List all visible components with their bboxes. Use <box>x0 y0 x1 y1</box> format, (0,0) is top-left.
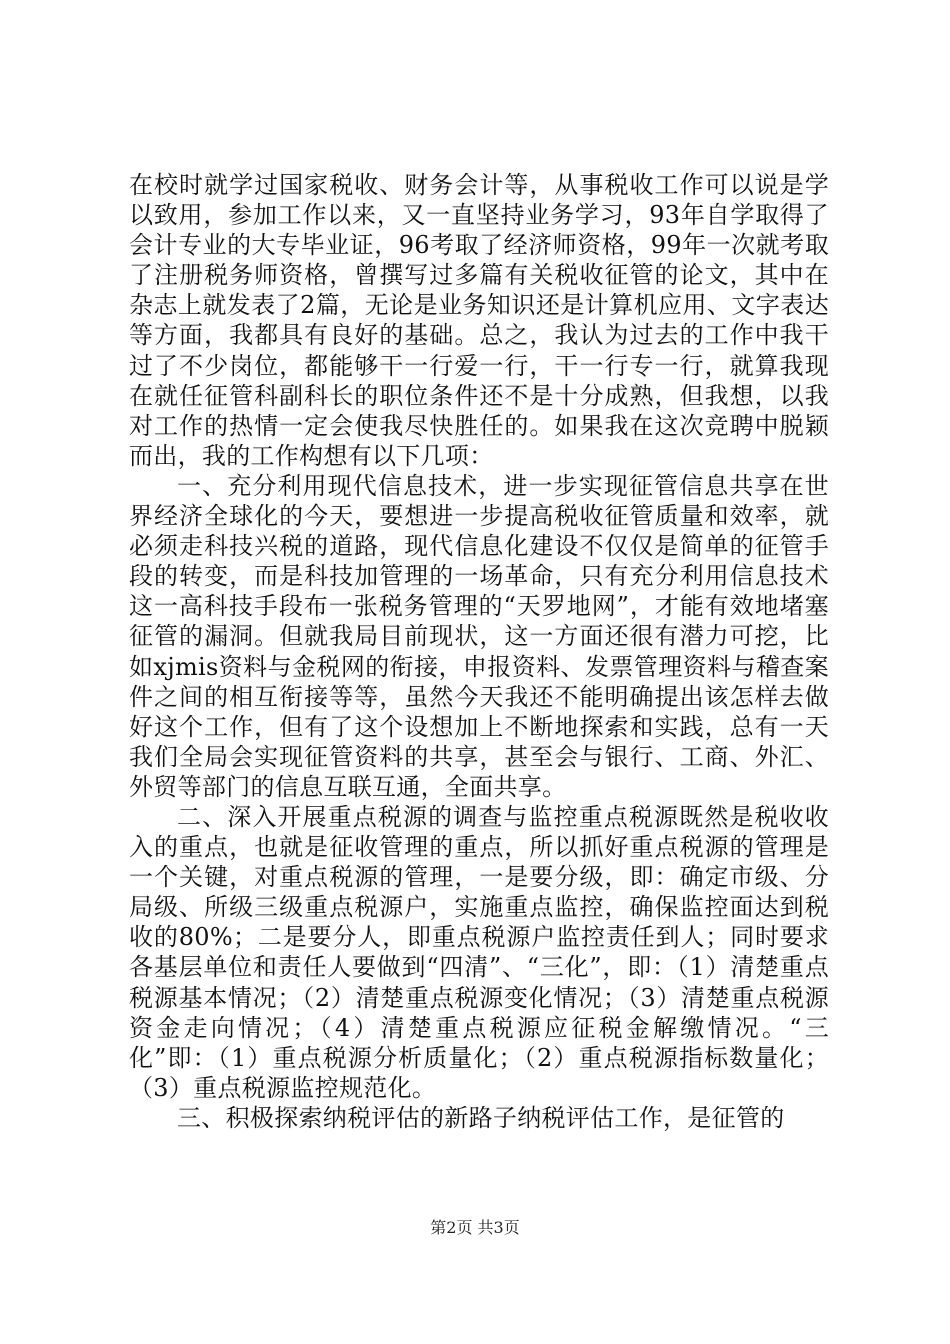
page-number-footer: 第2页 共3页 <box>430 1218 520 1237</box>
paragraph-item-two: 二、深入开展重点税源的调查与监控重点税源既然是税收收入的重点，也就是征收管理的重点，所以抓好重点税源的管理是一个关键，对重点税源的管理，一是要分级，即：确定市级、分局级、所级三级重点税源户，实施重点监控，确保监控面达到税收的80%；二是要分人，即重点税源户监控责任到人；同时要求各基层单位和责任人要做到“四清”、“三化”，即：（1）清楚重点税源基本情况；（2）清楚重点税源变化情况；（3）清楚重点税源资金走向情况；（4）清楚重点税源应征税金解缴情况。“三化”即：（1）重点税源分析质量化；（2）重点税源指标数量化；（3）重点税源监控规范化。 <box>129 802 829 1102</box>
paragraph-intro: 在校时就学过国家税收、财务会计等，从事税收工作可以说是学以致用，参加工作以来，又一直坚持业务学习，93年自学取得了会计专业的大专毕业证，96考取了经济师资格，99年一次就考取了注册税务师资格，曾撰写过多篇有关税收征管的论文，其中在杂志上就发表了2篇，无论是业务知识还是计算机应用、文字表达等方面，我都具有良好的基础。总之，我认为过去的工作中我干过了不少岗位，都能够干一行爱一行，干一行专一行，就算我现在就任征管科副科长的职位条件还不是十分成熟，但我想，以我对工作的热情一定会使我尽快胜任的。如果我在这次竞聘中脱颖而出，我的工作构想有以下几项： <box>129 171 829 470</box>
document-body <box>129 170 829 1133</box>
paragraph-item-three: 三、积极探索纳税评估的新路子纳税评估工作，是征管的 <box>177 1103 785 1132</box>
paragraph-item-one: 一、充分利用现代信息技术，进一步实现征管信息共享在世界经济全球化的今天，要想进一步提高税收征管质量和效率，就必须走科技兴税的道路，现代信息化建设不仅仅是简单的征管手段的转变，而是科技加管理的一场革命，只有充分利用信息技术这一高科技手段布一张税务管理的“天罗地网”，才能有效地堵塞征管的漏洞。但就我局目前现状，这一方面还很有潜力可挖，比如xjmis资料与金税网的衔接，申报资料、发票管理资料与稽查案件之间的相互衔接等等，虽然今天我还不能明确提出该怎样去做好这个工作，但有了这个设想加上不断地探索和实践，总有一天我们全局会实现征管资料的共享，甚至会与银行、工商、外汇、外贸等部门的信息互联互通，全面共享。 <box>129 471 829 801</box>
